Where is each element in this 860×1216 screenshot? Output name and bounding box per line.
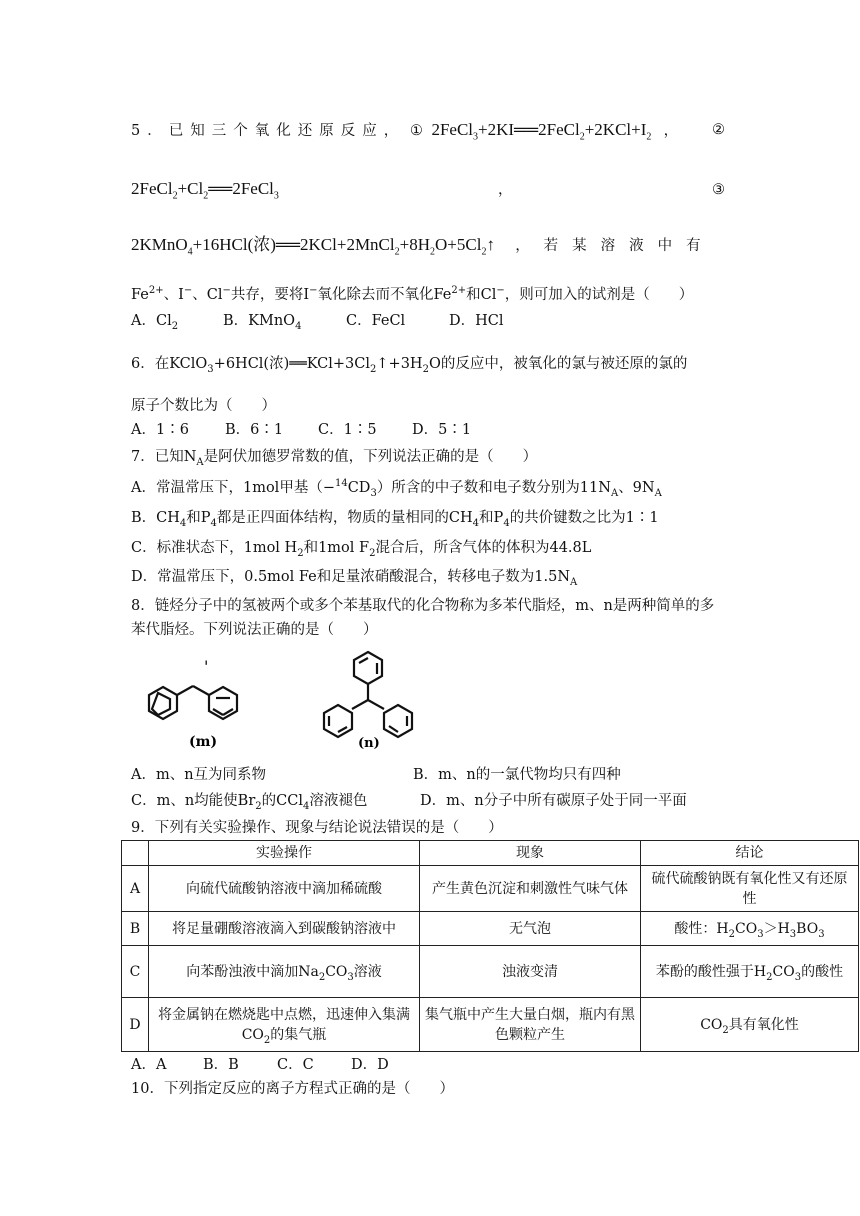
- table-row: [122, 912, 859, 946]
- structure-n: [324, 652, 412, 737]
- q9-stem: 9．下列有关实验操作、现象与结论说法错误的是（ ）: [131, 820, 503, 836]
- cell-phenomenon: 产生黄色沉淀和刺激性气味气体: [420, 866, 641, 912]
- cell-operation: 将金属钠在燃烧匙中点燃，迅速伸入集满$CO_2$的集气瓶: [149, 998, 420, 1052]
- q5-marker-3: ③: [712, 182, 725, 198]
- header-cell: 实验操作: [149, 841, 420, 866]
- q6-line2: 原子个数比为（ ）: [131, 398, 276, 414]
- q8-option-b: B．m、n的一氯代物均只有四种: [413, 767, 621, 783]
- q6-line1: 6．在KClO$_3$+6HCl(浓)$══KCl+3Cl_2↑+3H_2O$的反应中，被氧化的氯与被还原的氯的: [131, 356, 688, 375]
- q6-option-a: A．1∶6: [131, 422, 189, 438]
- row-label: D: [122, 998, 149, 1052]
- cell-operation: 向苯酚浊液中滴加$Na_2CO_3$溶液: [149, 946, 420, 998]
- q9-option-a: A．A: [131, 1057, 167, 1073]
- header-cell: [122, 841, 149, 866]
- table-row: [122, 866, 859, 912]
- cell-operation: 向硫代硫酸钠溶液中滴加稀硫酸: [149, 866, 420, 912]
- table-row: [122, 998, 859, 1052]
- q5-reaction-1: $2FeCl_3+2KI══2FeCl_2+2KCl+I_2$: [431, 120, 652, 143]
- q7-option-c: C．标准状态下，1mol $H_2$和1mol $F_2$混合后，所含气体的体积为44.8L: [131, 540, 592, 559]
- table-row: [122, 946, 859, 998]
- row-label: A: [122, 866, 149, 912]
- q5-option-a: A．$Cl_2$: [131, 313, 179, 332]
- cell-phenomenon: 集气瓶中产生大量白烟，瓶内有黑色颗粒产生: [420, 998, 641, 1052]
- q5-reaction-2: $2FeCl_2+Cl_2══2FeCl_3$: [131, 179, 279, 202]
- q5-intro: 5．已知三个氧化还原反应，: [131, 123, 406, 139]
- table-header-row: [122, 841, 859, 866]
- q10-stem: 10．下列指定反应的离子方程式正确的是（ ）: [131, 1081, 454, 1097]
- q5-marker-2: ②: [712, 122, 725, 138]
- q7-option-b: B．$CH_4$和$P_4$都是正四面体结构，物质的量相同的$CH_4$和$P_4$的共价键数之比为1∶1: [131, 510, 659, 529]
- q9-option-d: D．D: [351, 1057, 389, 1073]
- cell-phenomenon: 浊液变清: [420, 946, 641, 998]
- header-cell: 现象: [420, 841, 641, 866]
- q5-line1: [131, 120, 731, 141]
- q5-comma-2: ，: [498, 182, 513, 198]
- q7-stem: 7．已知$N_A$是阿伏加德罗常数的值，下列说法正确的是（ ）: [131, 449, 538, 468]
- cell-phenomenon: 无气泡: [420, 912, 641, 946]
- label-m: (m): [189, 734, 218, 750]
- row-label: C: [122, 946, 149, 998]
- q5-marker-1: ①: [409, 123, 423, 139]
- q9-table: [121, 840, 859, 1052]
- q9-option-c: C．C: [277, 1057, 314, 1073]
- q5-option-c: C．FeCl: [346, 313, 406, 329]
- q6-option-d: D．5∶1: [412, 422, 472, 438]
- q8-stem-2: 苯代脂烃。下列说法正确的是（ ）: [131, 622, 378, 638]
- q5-option-b: B．KMnO$_4$: [223, 313, 302, 332]
- q8-option-a: A．m、n互为同系物: [131, 767, 267, 783]
- q5-line4: $Fe^{2+}$、I−、Cl−共存，要将I−氧化除去而不氧化$Fe^{2+}$和Cl−，则可加入的试剂是（ ）: [131, 285, 694, 303]
- row-label: B: [122, 912, 149, 946]
- q6-option-b: B．6∶1: [225, 422, 284, 438]
- q8-structures: [131, 646, 451, 756]
- q5-continuation: ，若某溶液中有: [515, 238, 715, 254]
- cell-operation: 将足量硼酸溶液滴入到碳酸钠溶液中: [149, 912, 420, 946]
- structure-dot: ': [204, 657, 209, 676]
- q7-option-a: A．常温常压下，1mol甲基$(-^{14}CD_3)$所含的中子数和电子数分别为$11N_A$、$9N_A$: [131, 478, 662, 499]
- q8-stem-1: 8．链烃分子中的氢被两个或多个苯基取代的化合物称为多苯代脂烃，m、n是两种简单的多: [131, 598, 715, 614]
- cell-conclusion: 苯酚的酸性强于$H_2CO_3$的酸性: [641, 946, 859, 998]
- label-n: (n): [358, 736, 380, 751]
- q5-reaction-3: 2KMnO$_4$+16HCl(浓)$══2KCl+2MnCl_2+8H_2O+5Cl_2↑$: [131, 235, 495, 258]
- q8-option-d: D．m、n分子中所有碳原子处于同一平面: [420, 793, 687, 809]
- q5-option-d: D．HCl: [449, 313, 504, 329]
- q5-line3: [131, 235, 715, 256]
- cell-conclusion: $CO_2$具有氧化性: [641, 998, 859, 1052]
- cell-conclusion: 酸性：$H_2CO_3>H_3BO_3$: [641, 912, 859, 946]
- q6-option-c: C．1∶5: [318, 422, 377, 438]
- q9-option-b: B．B: [203, 1057, 239, 1073]
- q5-comma-1: ，: [663, 123, 679, 139]
- q8-option-c: C．m、n均能使$Br_2$的CCl$_4$溶液褪色: [131, 793, 368, 812]
- cell-conclusion: 硫代硫酸钠既有氧化性又有还原性: [641, 866, 859, 912]
- structure-m: [149, 686, 237, 719]
- header-cell: 结论: [641, 841, 859, 866]
- q7-option-d: D．常温常压下，0.5mol Fe和足量浓硝酸混合，转移电子数为$1.5N_A$: [131, 569, 578, 588]
